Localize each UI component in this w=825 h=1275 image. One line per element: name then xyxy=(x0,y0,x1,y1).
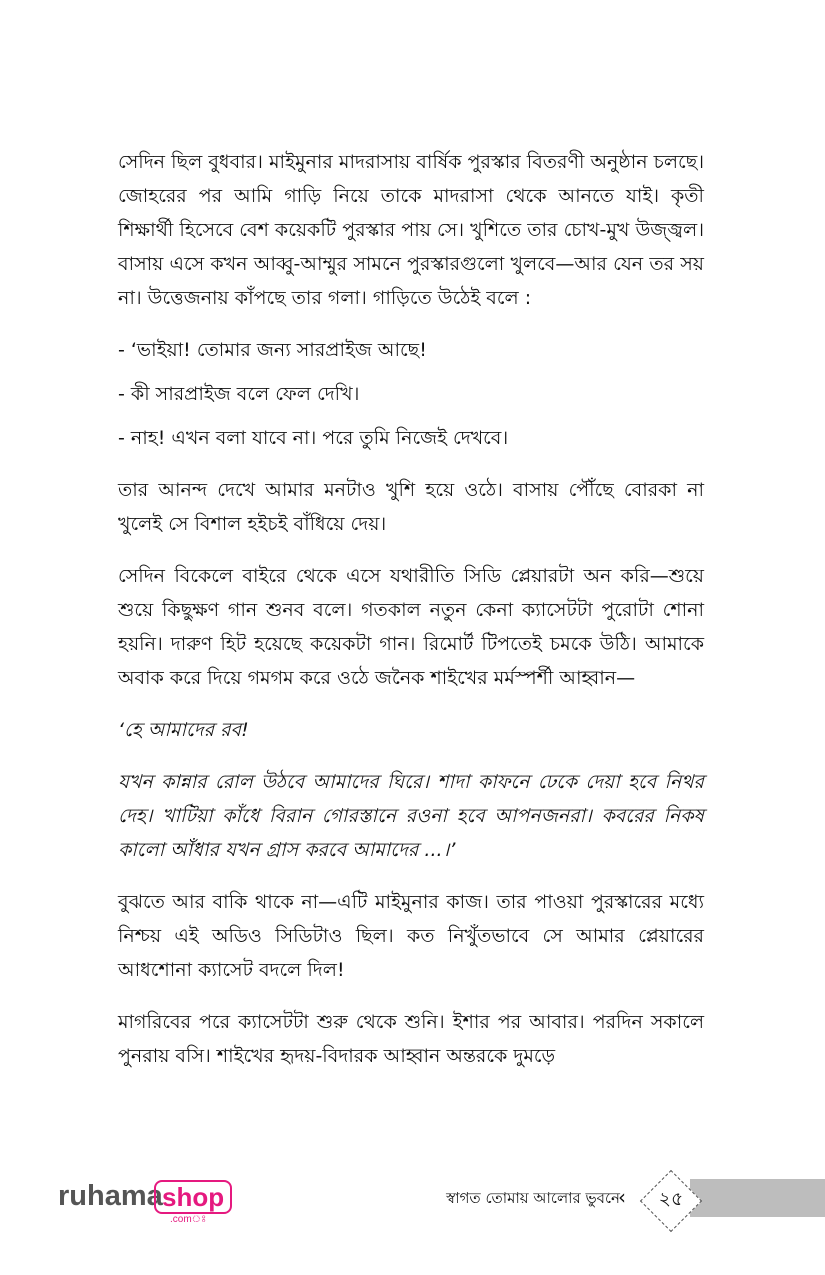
paragraph-1: সেদিন ছিল বুধবার। মাইমুনার মাদরাসায় বার্ষিক পুরস্কার বিতরণী অনুষ্ঠান চলছে। জোহরের পর আমি গাড়ি নিয়ে তাকে মাদরাসা থেকে আনতে যাই। কৃতী শিক্ষার্থী হিসেবে বেশ কয়েকটি পুরস্কার পায় সে। খুশিতে তার চোখ-মুখ উজ্জ্বল। বাসায় এসে কখন আব্বু-আম্মুর সামনে পুরস্কারগুলো খুলবে—আর যেন তর সয় না। উত্তেজনায় কাঁপছে তার গলা। গাড়িতে উঠেই বলে : xyxy=(118,151,704,309)
ruhamashop-logo xyxy=(58,1178,228,1226)
page-number: ২৫ xyxy=(658,1188,684,1210)
paragraph-5: মাগরিবের পরে ক্যাসেটটা শুরু থেকে শুনি। ইশার পর আবার। পরদিন সকালে পুনরায় বসি। শাইখের হৃদয়-বিদারক আহ্বান অন্তরকে দুমড়ে xyxy=(118,1011,704,1067)
paragraph-4: বুঝতে আর বাকি থাকে না—এটি মাইমুনার কাজ। তার পাওয়া পুরস্কারের মধ্যে নিশ্চয় এই অডিও সিডিটাও ছিল। কত নিখুঁতভাবে সে আমার প্লেয়ারের আধশোনা ক্যাসেট বদলে দিল! xyxy=(118,891,704,981)
poem-text: যখন কান্নার রোল উঠবে আমাদের ঘিরে। শাদা কাফনে ঢেকে দেয়া হবে নিথর দেহ। খাটিয়া কাঁধে বিরান গোরস্তানে রওনা হবে আপনজনরা। কবরের নিকষ কালো আঁধার যখন গ্রাস করবে আমাদের ...।’ xyxy=(118,771,704,861)
page-number-badge xyxy=(640,1170,702,1232)
page-body xyxy=(118,145,704,1091)
dialogue-line-1: - ‘ভাইয়া! তোমার জন্য সারপ্রাইজ আছে! xyxy=(118,339,427,361)
footer-bar xyxy=(690,1179,825,1217)
paragraph-2: তার আনন্দ দেখে আমার মনটাও খুশি হয়ে ওঠে। বাসায় পৌঁছে বোরকা না খুলেই সে বিশাল হইচই বাঁধিয়ে দেয়। xyxy=(118,479,704,535)
dialogue-line-2: - কী সারপ্রাইজ বলে ফেল দেখি। xyxy=(118,383,360,405)
logo-text-shop: shop xyxy=(154,1180,232,1214)
logo-text-com: .comঃ xyxy=(170,1214,207,1225)
logo-text-ruhama: ruhama xyxy=(58,1180,163,1212)
chevron-left-icon: ‹ xyxy=(618,1185,626,1209)
dialogue-line-3: - নাহ! এখন বলা যাবে না। পরে তুমি নিজেই দেখবে। xyxy=(118,427,509,449)
paragraph-3: সেদিন বিকেলে বাইরে থেকে এসে যথারীতি সিডি প্লেয়ারটা অন করি—শুয়ে শুয়ে কিছুক্ষণ গান শুনব বলে। গতকাল নতুন কেনা ক্যাসেটটা পুরোটা শোনা হয়নি। দারুণ হিট হয়েছে কয়েকটা গান। রিমোর্ট টিপতেই চমকে উঠি। আমাকে অবাক করে দিয়ে গমগম করে ওঠে জনৈক শাইখের মর্মস্পর্শী আহ্বান— xyxy=(118,565,704,689)
poem-title: ‘হে আমাদের রব! xyxy=(118,719,249,741)
footer-book-title: স্বাগত তোমায় আলোর ভুবনে xyxy=(446,1189,620,1207)
